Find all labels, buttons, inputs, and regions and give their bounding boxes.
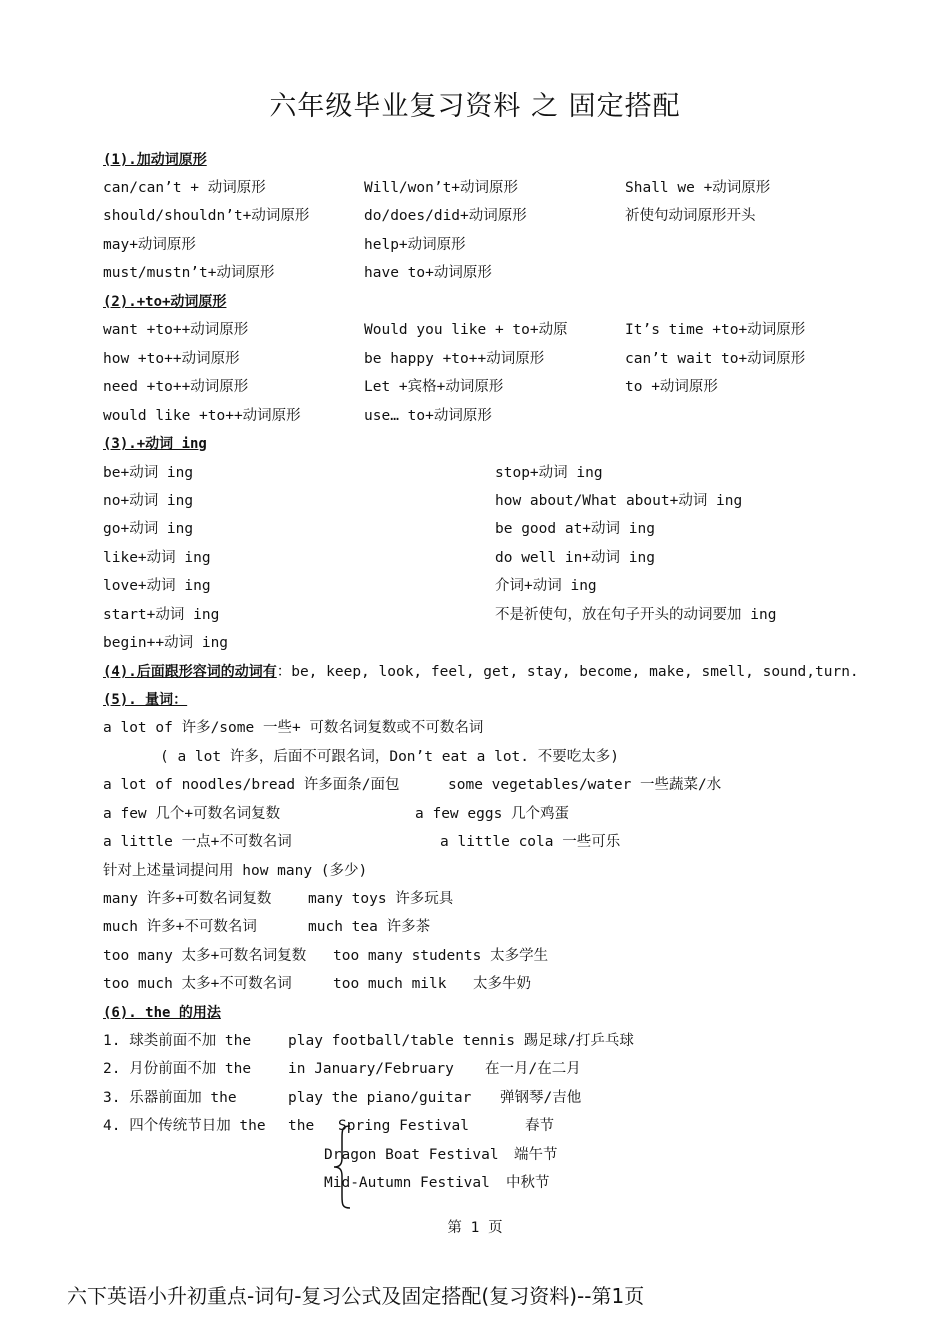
- cell: too many 太多+可数名词复数: [103, 948, 307, 964]
- cell: a little cola 一些可乐: [440, 834, 621, 850]
- cell: 不是祈使句，放在句子开头的动词要加 ing: [495, 607, 777, 623]
- cell: some vegetables/water 一些蔬菜/水: [448, 777, 722, 793]
- cell: Will/won’t+动词原形: [364, 180, 519, 196]
- cell: many 许多+可数名词复数: [103, 891, 272, 907]
- cell: 春节: [525, 1118, 554, 1134]
- cell: Shall we +动词原形: [625, 180, 771, 196]
- section-3-heading: (3).+动词 ing: [103, 436, 207, 452]
- page-title: 六年级毕业复习资料 之 固定搭配: [269, 91, 681, 122]
- cell: 介词+动词 ing: [495, 578, 597, 594]
- cell: much 许多+不可数名词: [103, 919, 257, 935]
- cell: 祈使句动词原形开头: [625, 208, 756, 224]
- cell: 太多牛奶: [473, 976, 531, 992]
- section-2-heading: (2).+to+动词原形: [103, 294, 227, 310]
- cell: 弹钢琴/吉他: [500, 1090, 582, 1106]
- cell: can/can’t + 动词原形: [103, 180, 266, 196]
- cell: a few eggs 几个鸡蛋: [415, 806, 570, 822]
- cell: much tea 许多茶: [308, 919, 431, 935]
- cell: help+动词原形: [364, 237, 466, 253]
- section-4-verbs: ：be, keep, look, feel, get, stay, become, make, smell, sound,turn.: [276, 664, 859, 680]
- cell: many toys 许多玩具: [308, 891, 454, 907]
- cell: to +动词原形: [625, 379, 718, 395]
- cell: need +to++动词原形: [103, 379, 249, 395]
- cell: start+动词 ing: [103, 607, 220, 623]
- cell: Let +宾格+动词原形: [364, 379, 504, 395]
- cell: Would you like + to+动原: [364, 322, 568, 338]
- section-5-note: ( a lot 许多，后面不可跟名词，Don’t eat a lot. 不要吃太多): [160, 749, 619, 765]
- cell: have to+动词原形: [364, 265, 492, 281]
- cell: 在一月/在二月: [485, 1061, 581, 1077]
- cell: love+动词 ing: [103, 578, 211, 594]
- cell: how +to++动词原形: [103, 351, 240, 367]
- curly-brace-icon: [330, 1124, 354, 1210]
- section-6-heading: (6). the 的用法: [103, 1005, 221, 1021]
- cell: must/mustn’t+动词原形: [103, 265, 275, 281]
- cell: go+动词 ing: [103, 521, 194, 537]
- section-1-heading: (1).加动词原形: [103, 152, 207, 168]
- cell: Mid-Autumn Festival: [324, 1175, 490, 1191]
- cell: like+动词 ing: [103, 550, 211, 566]
- cell: 端午节: [514, 1147, 558, 1163]
- cell: be good at+动词 ing: [495, 521, 655, 537]
- cell: 3. 乐器前面加 the: [103, 1090, 237, 1106]
- cell: a lot of noodles/bread 许多面条/面包: [103, 777, 400, 793]
- cell: want +to++动词原形: [103, 322, 249, 338]
- cell: 中秋节: [506, 1175, 550, 1191]
- cell: play football/table tennis 踢足球/打乒乓球: [288, 1033, 634, 1049]
- cell: be happy +to++动词原形: [364, 351, 545, 367]
- section-5-heading: (5). 量词：: [103, 692, 188, 708]
- cell: no+动词 ing: [103, 493, 194, 509]
- cell: begin++动词 ing: [103, 635, 229, 651]
- cell: can’t wait to+动词原形: [625, 351, 806, 367]
- footer-caption: 六下英语小升初重点-词句-复习公式及固定搭配(复习资料)--第1页: [67, 1284, 645, 1308]
- cell: stop+动词 ing: [495, 465, 603, 481]
- cell: Spring Festival: [338, 1118, 469, 1134]
- cell: 1. 球类前面不加 the: [103, 1033, 252, 1049]
- section-5-line: a lot of 许多/some 一些+ 可数名词复数或不可数名词: [103, 720, 484, 736]
- cell: too much 太多+不可数名词: [103, 976, 292, 992]
- cell: a few 几个+可数名词复数: [103, 806, 281, 822]
- cell: 2. 月份前面不加 the: [103, 1061, 252, 1077]
- cell: too many students 太多学生: [333, 948, 549, 964]
- cell: a little 一点+不可数名词: [103, 834, 292, 850]
- page-number: 第 1 页: [447, 1220, 503, 1236]
- cell: do/does/did+动词原形: [364, 208, 527, 224]
- cell: Dragon Boat Festival: [324, 1147, 499, 1163]
- section-4-line: [103, 659, 859, 685]
- section-5-line: 针对上述量词提问用 how many (多少): [103, 863, 368, 879]
- cell: It’s time +to+动词原形: [625, 322, 806, 338]
- cell: how about/What about+动词 ing: [495, 493, 743, 509]
- cell: in January/February: [288, 1061, 454, 1077]
- cell: do well in+动词 ing: [495, 550, 655, 566]
- cell: may+动词原形: [103, 237, 196, 253]
- cell: the: [288, 1118, 315, 1134]
- cell: be+动词 ing: [103, 465, 194, 481]
- cell: 4. 四个传统节日加 the: [103, 1118, 266, 1134]
- section-4-heading: (4).后面跟形容词的动词有: [103, 664, 277, 680]
- cell: would like +to++动词原形: [103, 408, 301, 424]
- cell: too much milk: [333, 976, 447, 992]
- cell: play the piano/guitar: [288, 1090, 472, 1106]
- cell: use… to+动词原形: [364, 408, 492, 424]
- cell: should/shouldn’t+动词原形: [103, 208, 310, 224]
